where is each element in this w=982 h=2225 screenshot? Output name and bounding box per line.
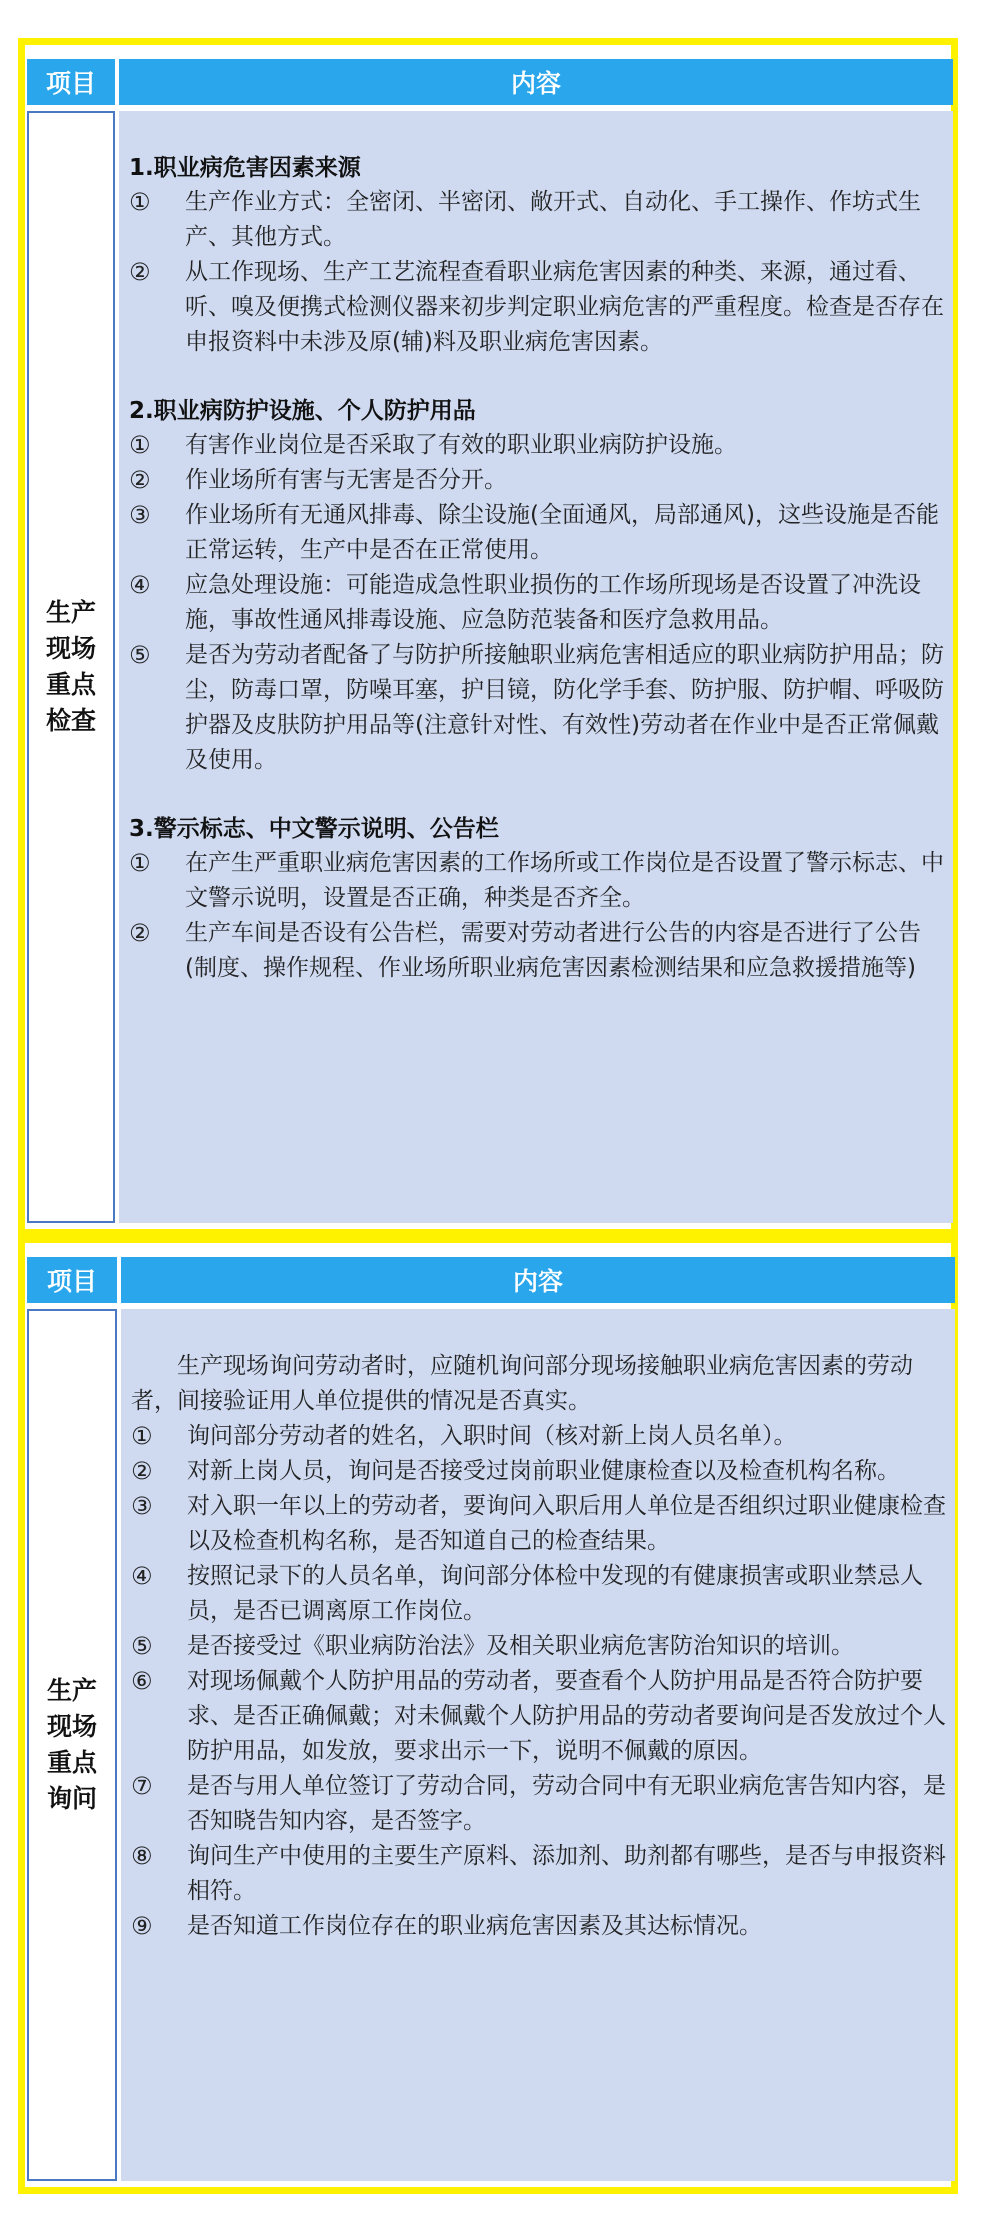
header-item-label: 项目 xyxy=(45,69,96,98)
section-title: 2.职业病防护设施、个人防护用品 xyxy=(129,398,476,424)
item-text: 作业场所有无通风排毒、除尘设施(全面通风，局部通风)，这些设施是否能正常运转，生产中是否在正常使用。 xyxy=(185,502,939,563)
item-number: ② xyxy=(129,919,151,947)
item-number: ① xyxy=(129,849,151,877)
item-number: ① xyxy=(129,188,151,216)
item-number: ⑤ xyxy=(131,1632,153,1660)
item-text: 生产车间是否设有公告栏，需要对劳动者进行公告的内容是否进行了公告(制度、操作规程、作业场所职业病危害因素检测结果和应急救援措施等) xyxy=(185,920,921,981)
list-item xyxy=(131,1909,947,1944)
list-item xyxy=(131,1629,947,1664)
list-item xyxy=(131,1489,947,1559)
item-number: ③ xyxy=(131,1492,153,1520)
section-title: 1.职业病危害因素来源 xyxy=(129,155,361,181)
item-number: ⑤ xyxy=(129,641,151,669)
list-item xyxy=(131,1769,947,1839)
list-item xyxy=(129,846,945,916)
section-gap xyxy=(129,778,945,812)
header-content-label: 内容 xyxy=(510,69,561,98)
section-title: 3.警示标志、中文警示说明、公告栏 xyxy=(129,816,499,842)
item-text: 生产作业方式：全密闭、半密闭、敞开式、自动化、手工操作、作坊式生产、其他方式。 xyxy=(185,189,921,250)
item-text: 是否接受过《职业病防治法》及相关职业病危害防治知识的培训。 xyxy=(187,1633,854,1659)
section-3 xyxy=(129,812,945,986)
list-item xyxy=(129,463,945,498)
item-text: 作业场所有害与无害是否分开。 xyxy=(185,467,507,493)
header-content-cell xyxy=(121,1257,955,1303)
item-text: 是否为劳动者配备了与防护所接触职业病危害相适应的职业病防护用品；防尘，防毒口罩，防噪耳塞，护目镜，防化学手套、防护服、防护帽、呼吸防护器及皮肤防护用品等(注意针对性、有效性)劳动者在作业中是否正常佩戴及使用。 xyxy=(185,642,944,773)
item-text: 对新上岗人员，询问是否接受过岗前职业健康检查以及检查机构名称。 xyxy=(187,1458,900,1484)
item-number: ⑨ xyxy=(131,1912,153,1940)
item-text: 对现场佩戴个人防护用品的劳动者，要查看个人防护用品是否符合防护要求、是否正确佩戴；对未佩戴个人防护用品的劳动者要询问是否发放过个人防护用品，如发放，要求出示一下，说明不佩戴的原因。 xyxy=(187,1668,946,1764)
item-number: ② xyxy=(131,1457,153,1485)
item-text: 询问生产中使用的主要生产原料、添加剂、助剂都有哪些，是否与申报资料相符。 xyxy=(187,1843,946,1904)
item-number: ⑥ xyxy=(131,1667,153,1695)
intro-paragraph: 生产现场询问劳动者时，应随机询问部分现场接触职业病危害因素的劳动者，间接验证用人单位提供的情况是否真实。 xyxy=(131,1353,913,1414)
header-item-cell xyxy=(27,59,115,105)
item-number: ⑦ xyxy=(131,1772,153,1800)
item-text: 有害作业岗位是否采取了有效的职业职业病防护设施。 xyxy=(185,432,737,458)
list-item xyxy=(129,428,945,463)
item-text: 是否知道工作岗位存在的职业病危害因素及其达标情况。 xyxy=(187,1913,762,1939)
item-number: ⑧ xyxy=(131,1842,153,1870)
list-item xyxy=(129,568,945,638)
inspection-table xyxy=(18,38,958,1236)
item-number: ④ xyxy=(129,571,151,599)
item-number: ② xyxy=(129,258,151,286)
item-text: 应急处理设施：可能造成急性职业损伤的工作场所现场是否设置了冲洗设施，事故性通风排毒设施、应急防范装备和医疗急救用品。 xyxy=(185,572,921,633)
side-label: 生产 现场 重点 询问 xyxy=(46,1676,97,1813)
side-label-cell xyxy=(27,1309,117,2181)
list-item xyxy=(129,916,945,986)
list-item xyxy=(131,1839,947,1909)
item-text: 在产生严重职业病危害因素的工作场所或工作岗位是否设置了警示标志、中文警示说明，设置是否正确，种类是否齐全。 xyxy=(185,850,944,911)
item-number: ① xyxy=(129,431,151,459)
side-label-cell xyxy=(27,111,115,1223)
header-item-label: 项目 xyxy=(46,1267,97,1296)
item-text: 从工作现场、生产工艺流程查看职业病危害因素的种类、来源，通过看、听、嗅及便携式检测仪器来初步判定职业病危害的严重程度。检查是否存在申报资料中未涉及原(辅)料及职业病危害因素。 xyxy=(185,259,944,355)
list-item xyxy=(129,638,945,778)
list-item xyxy=(131,1664,947,1769)
item-number: ② xyxy=(129,466,151,494)
header-content-label: 内容 xyxy=(512,1267,563,1296)
item-text: 对入职一年以上的劳动者，要询问入职后用人单位是否组织过职业健康检查以及检查机构名称，是否知道自己的检查结果。 xyxy=(187,1493,946,1554)
item-text: 是否与用人单位签订了劳动合同，劳动合同中有无职业病危害告知内容，是否知晓告知内容，是否签字。 xyxy=(187,1773,946,1834)
section-1 xyxy=(129,151,945,360)
side-label: 生产 现场 重点 检查 xyxy=(45,598,96,735)
section-2 xyxy=(129,394,945,778)
inquiry-table xyxy=(18,1236,958,2194)
item-number: ① xyxy=(131,1422,153,1450)
list-item xyxy=(131,1559,947,1629)
list-item xyxy=(129,185,945,255)
list-item xyxy=(131,1419,947,1454)
header-item-cell xyxy=(27,1257,117,1303)
section-gap xyxy=(129,360,945,394)
item-text: 按照记录下的人员名单，询问部分体检中发现的有健康损害或职业禁忌人员，是否已调离原工作岗位。 xyxy=(187,1563,923,1624)
list-item xyxy=(131,1454,947,1489)
content-cell xyxy=(121,1309,955,2181)
item-text: 询问部分劳动者的姓名，入职时间（核对新上岗人员名单）。 xyxy=(187,1423,797,1449)
item-number: ③ xyxy=(129,501,151,529)
list-item xyxy=(129,255,945,360)
content-cell xyxy=(119,111,953,1223)
list-item xyxy=(129,498,945,568)
item-number: ④ xyxy=(131,1562,153,1590)
header-content-cell xyxy=(119,59,953,105)
